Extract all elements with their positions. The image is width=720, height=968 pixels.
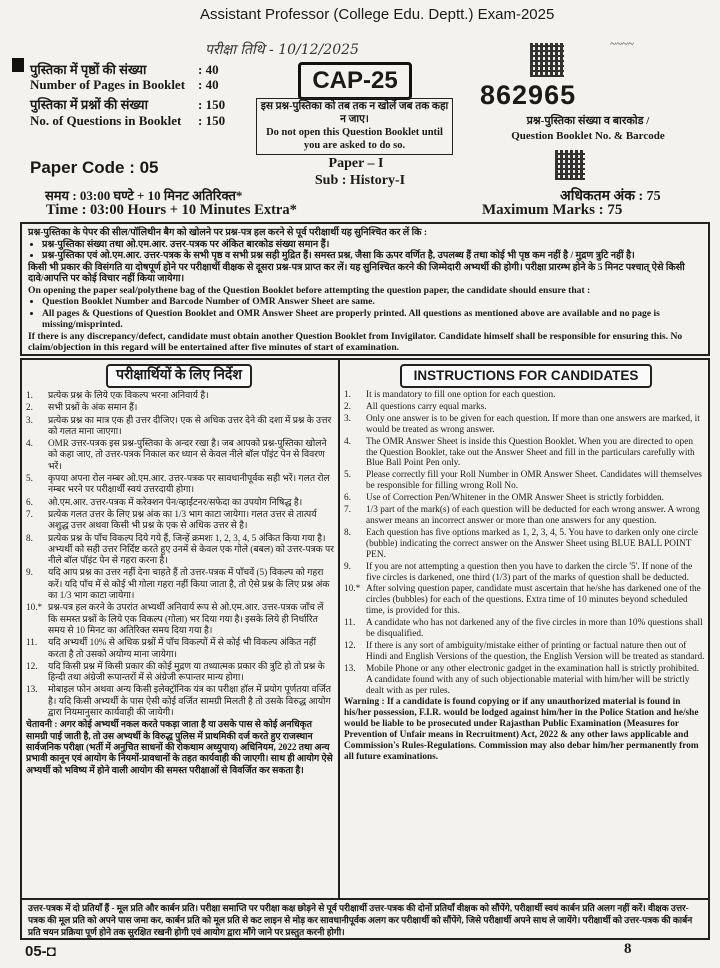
instruction-text: प्रत्येक प्रश्न के लिये एक विकल्प भरना अनिवार्य है।: [48, 390, 209, 400]
instruction-number: 12.: [344, 640, 356, 651]
instruction-text: प्रत्येक प्रश्न का मात्र एक ही उत्तर दीजिए। एक से अधिक उत्तर देने की दशा में प्रश्न के उत्तर को गलत माना जाएगा।: [48, 414, 332, 436]
instruction-number: 7.: [26, 508, 33, 519]
margin-scribble: ~~~~: [610, 38, 634, 50]
instruction-number: 7.: [344, 505, 351, 516]
instruction-item: [344, 528, 706, 561]
time-hindi: समय : 03:00 घण्टे + 10 मिनट अतिरिक्त*: [45, 188, 243, 203]
instruction-number: 10.*: [344, 584, 361, 595]
instruction-text: Mobile Phone or any other electronic gadget in the examination hall is strictly prohibited. A candidate found with any of such objectionable material with him/her will be strictly dealt with as per rules.: [366, 663, 700, 696]
instruction-number: 5.: [26, 473, 33, 484]
instr-english-note: If there is any discrepancy/defect, candidate must obtain another Question Booklet from Invigilator. Candidate himself shall be responsible for ensuring this. No claim/objection in this regard will be entertained after five minutes of start of examination.: [28, 330, 683, 353]
qr-code-image: [555, 150, 585, 180]
instruction-number: 11.: [26, 637, 38, 648]
english-instructions-list: [344, 390, 706, 898]
booklet-caption-english: Question Booklet No. & Barcode: [511, 130, 665, 142]
instruction-text: प्रश्न-पत्र हल करने के उपरांत अभ्यर्थी अनिवार्य रूप से ओ.एम.आर. उत्तर-पत्रक जाँच लें कि समस्त प्रश्नों के लिये एक विकल्प (गोला) भर दिया गया है। इसके लिये ही निर्धारित समय से 10 मिनट का अतिरिक्त समय दिया गया है।: [48, 602, 324, 635]
instruction-item: [344, 493, 706, 504]
instruction-number: 5.: [344, 470, 351, 481]
questions-hindi: पुस्तिका में प्रश्नों की संख्या : 150: [30, 97, 226, 112]
corner-mark: [12, 58, 24, 72]
instruction-text: यदि आप प्रश्न का उत्तर नहीं देना चाहते हैं तो उत्तर-पत्रक में पाँचवें (5) विकल्प को गहरा करें। यदि पाँच में से कोई भी गोला गहरा नहीं किया जाता है, तो ऐसे प्रश्न के लिए प्रश्न अंक का 1/3 भाग काटा जायेगा।: [48, 567, 330, 601]
instruction-item: [344, 697, 706, 762]
instruction-number: 6.: [344, 493, 351, 504]
instruction-number: 3.: [344, 413, 351, 424]
page-number: 8: [624, 941, 632, 957]
instruction-text: The OMR Answer Sheet is inside this Question Booklet. When you are directed to open the Question Booklet, take out the Answer Sheet and fill in the particulars carefully with Blue Ball Point Pen only.: [366, 436, 695, 469]
booklet-caption: [463, 114, 713, 144]
instruction-text: It is mandatory to fill one option for each question.: [366, 390, 556, 400]
exam-title: Assistant Professor (College Edu. Deptt.) Exam-2025: [200, 6, 555, 23]
instruction-item: [26, 637, 334, 660]
hindi-instructions-list: [26, 390, 334, 898]
instruction-item: [26, 567, 334, 601]
do-not-open-box: [256, 98, 453, 155]
instruction-text: प्रत्येक गलत उत्तर के लिए प्रश्न अंक का 1/3 भाग काटा जायेगा। गलत उत्तर से तात्पर्य अशुद्ध उत्तर अथवा किसी भी प्रश्न के एक से अधिक उत्तर से है।: [48, 508, 317, 531]
instruction-number: 13.: [26, 684, 38, 695]
instruction-text: Please correctly fill your Roll Number in OMR Answer Sheet. Candidates will themselves be responsible for filling wrong Roll No.: [366, 470, 702, 492]
questions-english: No. of Questions in Booklet : 150: [30, 113, 226, 128]
column-divider: [338, 360, 340, 898]
instruction-item: [26, 602, 334, 636]
answer-sheet-copy-note: उत्तर-पत्रक में दो प्रतियाँ हैं - मूल प्रति और कार्बन प्रति। परीक्षा समाप्ति पर परीक्षा कक्ष छोड़ने से पूर्व परीक्षार्थी उत्तर-पत्रक की दोनों प्रतियाँ वीक्षक को सौंपेंगे, परीक्षार्थी स्वयं कार्बन प्रति अलग नहीं करें। वीक्षक उत्तर-पत्रक की मूल प्रति को अपने पास जमा कर, कार्बन प्रति को मूल प्रति से कट लाइन से मोड़ कर सावधानीपूर्वक अलग कर परीक्षार्थी को सौंपेंगे, जिसे परीक्षार्थी अपने साथ ले जायेंगे। परीक्षार्थी को उत्तर-पत्रक की कार्बन प्रति चयन प्रक्रिया पूर्ण होने तक सुरक्षित रखनी होगी एवं आयोग द्वारा माँगे जाने पर प्रस्तुत करनी होगी।: [20, 900, 710, 940]
instruction-number: 13.: [344, 663, 356, 674]
instruction-text: चेतावनी : अगर कोई अभ्यर्थी नकल करते पकड़ा जाता है या उसके पास से कोई अनधिकृत सामग्री पाई जाती है, तो उस अभ्यर्थी के विरुद्ध पुलिस में प्राथमिकी दर्ज करते हुए राजस्थान सार्वजनिक परीक्षा (भर्ती में अनुचित साधनों की रोकथाम अध्युपाय) अधिनियम, 2022 तथा अन्य प्रभावी कानून एवं आयोग के नियमों-प्रावधानों के तहत कार्यवाही की जाएगी। साथ ही आयोग ऐसे अभ्यर्थी को भविष्य में होने वाली आयोग की समस्त परीक्षाओं से विवर्जित कर सकता है।: [26, 719, 333, 775]
instr-hindi-point: • प्रश्न-पुस्तिका संख्या तथा ओ.एम.आर. उत्तर-पत्रक पर अंकित बारकोड संख्या समान हैं।: [42, 239, 702, 251]
max-marks-hindi: अधिकतम अंक : 75: [560, 189, 661, 204]
instruction-text: 1/3 part of the mark(s) of each question will be deducted for each wrong answer. A wrong answer means an incorrect answer or more than one answers for any question.: [366, 505, 700, 526]
paper-number: Paper – I: [328, 156, 384, 171]
instruction-item: [26, 497, 334, 508]
instruction-item: [26, 473, 334, 496]
instruction-item: [344, 390, 706, 401]
subject: Sub : History-I: [314, 173, 406, 188]
instr-hindi-point: • प्रश्न-पुस्तिका एवं ओ.एम.आर. उत्तर-पत्रक के सभी पृष्ठ व सभी प्रश्न सही मुद्रित हैं। समस्त प्रश्न, जैसा कि ऊपर वर्णित है, उपलब्ध हैं तथा कोई भी पृष्ठ कम नहीं है / मुद्रण त्रुटि नहीं है।: [42, 250, 702, 262]
footer-code: 05-◘: [25, 943, 56, 960]
instruction-number: 6.: [26, 496, 33, 507]
instruction-text: Each question has five options marked as 1, 2, 3, 4, 5. You have to darken only one circle (bubble) indicating the correct answer on the Answer Sheet using BLUE BALL POINT PEN.: [366, 527, 699, 560]
do-not-open-hindi: इस प्रश्न-पुस्तिका को तब तक न खोलें जब तक कहा न जाए।: [260, 101, 449, 125]
paper-code: Paper Code : 05: [30, 158, 159, 177]
instruction-text: Use of Correction Pen/Whitener in the OMR Answer Sheet is strictly forbidden.: [366, 493, 664, 504]
instruction-item: [344, 641, 706, 663]
instruction-item: [344, 402, 706, 413]
instruction-number: 2.: [26, 402, 33, 413]
instruction-item: [26, 402, 334, 413]
time-english: Time : 03:00 Hours + 10 Minutes Extra*: [46, 202, 297, 218]
hindi-instructions-title: परीक्षार्थियों के लिए निर्देश: [106, 364, 252, 388]
instruction-item: [26, 509, 334, 532]
instruction-item: [26, 661, 334, 684]
instruction-item: [344, 584, 706, 617]
instruction-item: [26, 719, 334, 775]
booklet-caption-hindi: प्रश्न-पुस्तिका संख्या व बारकोड /: [526, 115, 650, 127]
instruction-text: All questions carry equal marks.: [366, 401, 487, 412]
barcode-image: [530, 43, 564, 77]
instruction-item: [26, 390, 334, 401]
instr-english-intro: On opening the paper seal/polythene bag of the Question Booklet before attempting the question paper, the candidate should ensure that :: [28, 284, 591, 296]
instruction-number: 8.: [26, 532, 33, 543]
instruction-item: [344, 664, 706, 697]
instruction-number: 4.: [26, 438, 33, 449]
max-marks-english: Maximum Marks : 75: [482, 202, 623, 218]
instruction-text: Warning : If a candidate is found copying or if any unauthorized material is found in his/her possession, F.I.R. would be lodged against him/her in the Police Station and he/she would be liable to be prosecuted under Rajasthan Public Examination (Measures for Prevention of Unfair means in Recruitment) Act, 2022 & any other laws applicable and Commission's Rules-Regulations. Commission may also debar him/her permanently from all future examinations.: [344, 697, 699, 762]
instruction-number: 2.: [344, 401, 351, 412]
instr-hindi-intro: प्रश्न-पुस्तिका के पेपर की सील/पॉलिथीन बैग को खोलने पर प्रश्न-पत्र हल करने से पूर्व परीक्षार्थी यह सुनिश्चित कर लें कि :: [28, 227, 428, 238]
instruction-text: ओ.एम.आर. उत्तर-पत्रक में करेक्शन पेन/व्हाईटनर/सफेदा का उपयोग निषिद्ध है।: [48, 496, 303, 507]
instruction-text: मोबाइल फोन अथवा अन्य किसी इलेक्ट्रॉनिक यंत्र का परीक्षा हॉल में प्रयोग पूर्णतया वर्जित है। यदि किसी अभ्यर्थी के पास ऐसी कोई वर्जित सामग्री मिलती है तो उसके विरुद्ध आयोग द्वारा नियमानुसार कार्यवाही की जायेगी।: [48, 684, 332, 718]
handwritten-date: परीक्षा तिथि - 10/12/2025: [205, 42, 359, 58]
instruction-number: 11.: [344, 618, 356, 629]
instruction-text: Only one answer is to be given for each question. If more than one answers are marked, it would be treated as wrong answer.: [366, 413, 700, 435]
instruction-item: [26, 533, 334, 567]
instruction-number: 1.: [26, 390, 33, 400]
instruction-item: [344, 437, 706, 470]
instruction-number: 1.: [344, 390, 351, 400]
english-instructions-title: INSTRUCTIONS FOR CANDIDATES: [400, 364, 652, 388]
instruction-item: [344, 414, 706, 436]
instruction-item: [26, 415, 334, 438]
booklet-number: 862965: [480, 80, 577, 110]
pages-english: Number of Pages in Booklet : 40: [30, 77, 219, 92]
instruction-number: 9.: [26, 567, 33, 578]
instruction-number: 12.: [26, 660, 38, 671]
instructions-columns: [20, 358, 710, 900]
instruction-item: [344, 470, 706, 492]
do-not-open-english: Do not open this Question Booklet until you are asked to do so.: [266, 127, 443, 151]
instruction-number: 3.: [26, 414, 33, 425]
instruction-text: कृपया अपना रोल नम्बर ओ.एम.आर. उत्तर-पत्रक पर सावधानीपूर्वक सही भरें। गलत रोल नम्बर भरने पर परीक्षार्थी स्वयं उत्तरदायी होगा।: [48, 473, 330, 495]
instruction-text: After solving question paper, candidate must ascertain that he/she has darkened one of the circles (bubbles) for each of the questions. Extra time of 10 minutes beyond scheduled time, is provided for this.: [366, 584, 701, 617]
pre-exam-instructions: [20, 222, 710, 356]
instruction-item: [26, 684, 334, 718]
instruction-number: 4.: [344, 436, 351, 447]
instruction-item: [344, 618, 706, 640]
instruction-item: [344, 562, 706, 584]
instruction-text: A candidate who has not darkened any of the five circles in more than 10% questions shall be disqualified.: [366, 618, 703, 640]
instruction-item: [26, 438, 334, 472]
instr-english-point: • Question Booklet Number and Barcode Number of OMR Answer Sheet are same.: [42, 296, 702, 308]
series-code-badge: CAP-25: [298, 62, 412, 100]
instruction-number: 10.*: [26, 602, 43, 613]
instr-english-point: • All pages & Questions of Question Booklet and OMR Answer Sheet are properly printed. All questions as mentioned above are available and no page is missing/misprinted.: [42, 308, 702, 331]
instruction-text: OMR उत्तर-पत्रक इस प्रश्न-पुस्तिका के अन्दर रखा है। जब आपको प्रश्न-पुस्तिका खोलने को कहा जाए, तो उत्तर-पत्रक निकाल कर ध्यान से केवल नीले बॉल पॉइंट पेन से विवरण भरें।: [48, 438, 327, 471]
instruction-item: [344, 505, 706, 527]
instruction-text: If there is any sort of ambiguity/mistake either of printing or factual nature then out of Hindi and English Versions of the question, the English Version will be treated as standard.: [366, 640, 705, 662]
instruction-number: 8.: [344, 527, 351, 538]
instruction-text: यदि अभ्यर्थी 10% से अधिक प्रश्नों में पाँच विकल्पों में से कोई भी विकल्प अंकित नहीं करता है तो उसको अयोग्य माना जायेगा।: [48, 637, 316, 659]
instruction-text: प्रत्येक प्रश्न के पाँच विकल्प दिये गये हैं, जिन्हें क्रमशः 1, 2, 3, 4, 5 अंकित किया गया है। अभ्यर्थी को सही उत्तर निर्दिष्ट करते हुए उनमें से केवल एक गोले (बबल) को उत्तर-पत्रक पर नीले बॉल पॉइंट पेन से गहरा करना है।: [48, 532, 334, 566]
instruction-text: सभी प्रश्नों के अंक समान हैं।: [48, 402, 138, 413]
instruction-text: यदि किसी प्रश्न में किसी प्रकार की कोई मुद्रण या तथ्यात्मक प्रकार की त्रुटि हो तो प्रश्न के हिन्दी तथा अंग्रेजी रूपान्तरों में से अंग्रेजी रूपान्तर मान्य होगा।: [48, 660, 325, 683]
instruction-number: 9.: [344, 561, 351, 572]
pages-hindi: पुस्तिका में पृष्ठों की संख्या : 40: [30, 62, 219, 77]
instr-hindi-note: किसी भी प्रकार की विसंगति या दोषपूर्ण होने पर परीक्षार्थी वीक्षक से दूसरा प्रश्न-पत्र प्राप्त कर लें। यह सुनिश्चित करने की जिम्मेदारी अभ्यर्थी की होगी। परीक्षा प्रारम्भ होने के 5 मिनट पश्चात् ऐसे किसी दावे/आपत्ति पर कोई विचार नहीं किया जायेगा।: [28, 261, 685, 284]
instruction-text: If you are not attempting a question then you have to darken the circle '5'. If none of the five circles is darkened, one third (1/3) part of the marks of question shall be deducted.: [366, 561, 693, 583]
